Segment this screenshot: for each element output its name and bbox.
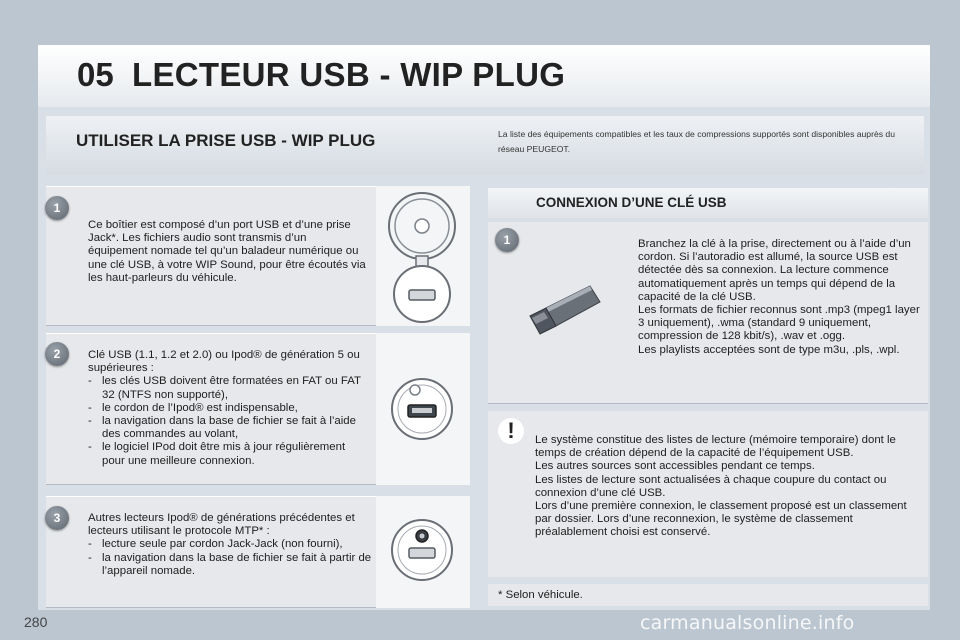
step-2-image	[376, 333, 470, 485]
usb-port-icon	[376, 333, 470, 485]
usb-jack-socket-open-icon	[376, 186, 470, 326]
watermark: carmanualsonline.info	[640, 612, 855, 634]
section-title: UTILISER LA PRISE USB - WIP PLUG	[76, 131, 376, 150]
usb-key-icon	[520, 280, 610, 340]
step-1-intro: Ce boîtier est composé d’un port USB et d’une prise Jack*. Les fichiers audio sont transmis d’un équipement nomade tel qu’un baladeur numérique ou une clé USB, à votre WIP Sound, pour être écoutés via les haut-parleurs du véhicule.	[88, 219, 366, 284]
step-3-image	[376, 496, 470, 608]
connection-badge: 1	[495, 228, 519, 252]
warning-para: Les listes de lecture sont actualisées à chaque coupure du contact ou connexion d’une clé USB.	[535, 473, 887, 499]
connection-para: Branchez la clé à la prise, directement ou à l’aide d’un cordon. Si l’autoradio est allumé, la source USB est détectée dès sa connexion. La lecture commence automatiquement après un temps qui dépend de la capacité de la clé USB.	[638, 238, 911, 303]
footnote: * Selon véhicule.	[498, 589, 583, 601]
step-2-bullet: - le logiciel IPod doit être mis à jour régulièrement pour une meilleure connexion.	[88, 441, 346, 467]
page-number: 280	[24, 614, 48, 630]
warning-para: Les autres sources sont accessibles pendant ce temps.	[535, 460, 815, 473]
step-2-intro: Clé USB (1.1, 1.2 et 2.0) ou Ipod® de génération 5 ou supérieures :	[88, 349, 360, 375]
chapter-number: 05	[77, 56, 114, 93]
exclamation-icon: !	[498, 418, 524, 444]
step-2-badge: 2	[45, 342, 69, 366]
connection-para: Les formats de fichier reconnus sont .mp3 (mpeg1 layer 3 uniquement), .wma (standard 9 uniquement, compression de 128 kbit/s), .wav et .ogg.	[638, 304, 920, 343]
jack-port-icon	[376, 496, 470, 608]
step-2-text	[88, 349, 370, 468]
step-3-bullet: - la navigation dans la base de fichier se fait à partir de l’appareil nomade.	[88, 551, 372, 577]
step-1-image	[376, 186, 470, 326]
step-2-bullet: - les clés USB doivent être formatées en FAT ou FAT 32 (NTFS non supporté),	[88, 375, 361, 401]
chapter-title: LECTEUR USB - WIP PLUG	[132, 56, 566, 93]
warning-para: Lors d’une première connexion, le classement proposé est un classement par dossier. Lors d’une reconnexion, le système de classement préalablement choisi est conservé.	[535, 500, 907, 539]
warning-para: Le système constitue des listes de lecture (mémoire temporaire) dont le temps de création dépend de la capacité de l’équipement USB.	[535, 434, 896, 460]
connection-text	[638, 238, 920, 357]
step-3-text	[88, 512, 372, 578]
step-2-bullet: - le cordon de l’Ipod® est indispensable,	[88, 401, 298, 414]
connection-title: CONNEXION D’UNE CLÉ USB	[536, 195, 727, 210]
connection-para: Les playlists acceptées sont de type m3u, .pls, .wpl.	[638, 343, 900, 356]
section-note: La liste des équipements compatibles et les taux de compressions supportés sont disponibles auprès du réseau PEUGEOT.	[498, 129, 895, 154]
warning-text	[535, 434, 915, 540]
step-3-badge: 3	[45, 506, 69, 530]
step-3-intro: Autres lecteurs Ipod® de générations précédentes et lecteurs utilisant le protocole MTP* :	[88, 512, 355, 538]
step-1-badge: 1	[45, 196, 69, 220]
step-3-bullet: - lecture seule par cordon Jack-Jack (non fourni),	[88, 538, 343, 551]
step-1-text	[88, 219, 366, 285]
step-2-bullet: - la navigation dans la base de fichier se fait à l’aide des commandes au volant,	[88, 415, 356, 441]
